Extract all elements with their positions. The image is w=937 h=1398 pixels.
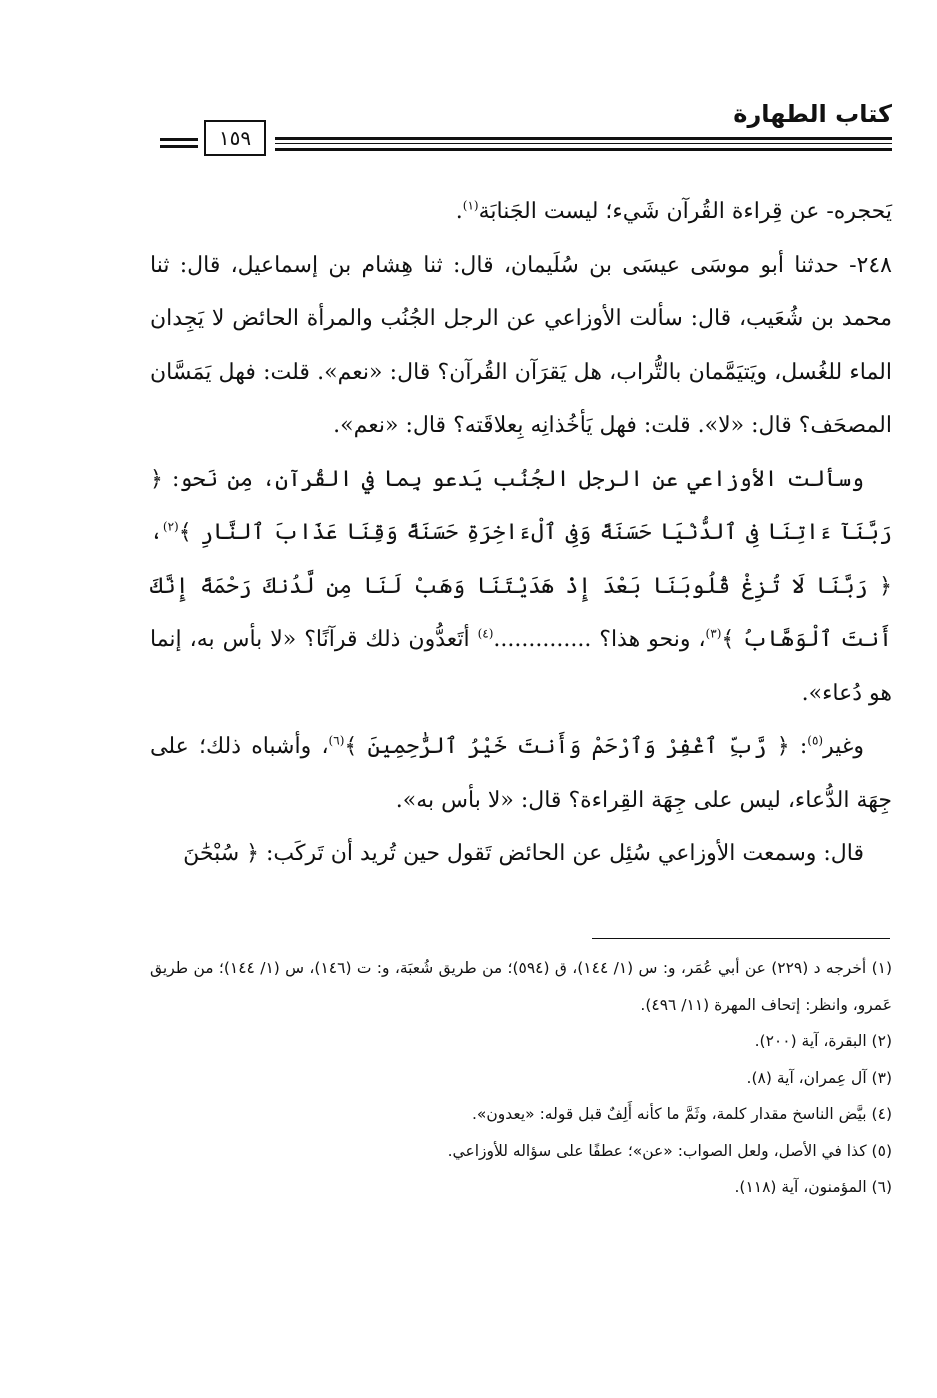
paragraph-text: وسألت الأوزاعي عن الرجل الجُنُب يَدعو بِما في القُرآن، مِن نَحو: <box>162 466 864 492</box>
page-number: ١٥٩ <box>204 120 266 156</box>
header-rule <box>275 137 892 140</box>
footnote-ref: (٢) <box>162 519 179 534</box>
quran-verse: ﴿ رَبَّنَآ ءَاتِنَا فِى ٱلدُّنْيَا حَسَنَةً وَفِى ٱلْءَاخِرَةِ حَسَنَةً وَقِنَا عَذَابَ ٱلنَّارِ ﴾ <box>150 466 892 545</box>
footnote-ref: (٤) <box>477 626 494 641</box>
paragraph-text: يَحجره- عن قِراءة القُرآن شَيء؛ ليست الجَنابَة <box>478 199 892 224</box>
footnote-ref: (٣) <box>705 626 722 641</box>
paragraph-text: وغير <box>823 734 865 759</box>
footnote: (٣) آل عِمران، آية (٨). <box>746 1068 892 1087</box>
paragraph <box>150 720 892 827</box>
paragraph <box>150 827 892 881</box>
footnote: (٦) المؤمنون، آية (١١٨). <box>734 1178 892 1196</box>
footnote: (٤) بيَّض الناسخ مقدار كلمة، وثَمَّ ما كأنه أَلِفٌ قبل قوله: «يعدون». <box>471 1105 892 1123</box>
quran-verse: ﴿ رَبَّنَا لَا تُزِغْ قُلُوبَنَا بَعْدَ إِذْ هَدَيْتَنَا وَهَبْ لَنَا مِن لَّدُنكَ رَحْمَةً إِنَّكَ أَنتَ ٱلْوَهَّابُ ﴾ <box>150 573 892 652</box>
paragraph-text: قال: وسمعت الأوزاعي سُئِل عن الحائض تَقول حين تُريد أن تَركَب: <box>259 841 864 866</box>
separator: ، <box>150 520 163 545</box>
paragraph <box>150 453 892 721</box>
header-rule <box>275 143 892 144</box>
paragraph <box>150 185 892 239</box>
punctuation: : <box>789 734 808 759</box>
quran-verse: ﴿ سُبْحَٰنَ <box>183 841 260 866</box>
footnote-ref: (١) <box>462 198 479 213</box>
footnote-ref: (٦) <box>328 733 345 748</box>
main-text <box>150 185 892 881</box>
punctuation: . <box>455 199 463 224</box>
footnote-separator <box>592 938 890 939</box>
header-rule <box>275 148 892 151</box>
footnote: (٢) البقرة، آية (٢٠٠). <box>754 1032 892 1050</box>
paragraph-text: أتَعدُّون ذلك قرآنًا؟ «لا بأس به، إنما هو دُعاء». <box>150 627 892 706</box>
quran-verse: ﴿ رَّبِّ ٱغْفِرْ وَٱرْحَمْ وَأَنتَ خَيْرُ ٱلرَّٰحِمِينَ ﴾ <box>344 734 790 759</box>
book-title: كتاب الطهارة <box>733 100 892 128</box>
header-rule-short <box>160 138 198 141</box>
footnote: (٥) كذا في الأصل، ولعل الصواب: «عن»؛ عطفًا على سؤاله للأوزاعي. <box>447 1141 892 1160</box>
paragraph-text: ٢٤٨- حدثنا أبو موسَى عيسَى بن سُلَيمان، قال: ثنا هِشام بن إسماعيل، قال: ثنا محمد بن شُعَيب، قال: سألت الأوزاعي عن الرجل الجُنُب والمرأة الحائض لا يَجِدان الماء للغُسل، ويَتيَمَّمان بالتُّراب، هل يَقرَآن القُرآن؟ قال: «نعم». قلت: فهل يَمَسَّان المصحَف؟ قال: «لا». قلت: فهل يَأخُذانِه بِعلاقَته؟ قال: «نعم». <box>150 252 892 438</box>
paragraph-text: ، ونحو هذا؟ .............. <box>493 627 706 652</box>
paragraph-text: ، وأشباه ذلك؛ على جِهَة الدُّعاء، ليس على جِهَة القِراءة؟ قال: «لا بأس به». <box>150 734 892 813</box>
hadith-248 <box>150 239 892 453</box>
footnotes <box>150 950 892 1206</box>
footnote: (١) أخرجه د (٢٢٩) عن أبي عُمَر، و: س (١/ ١٤٤)، ق (٥٩٤)؛ من طريق شُعبَة، و: ت (١٤٦)، س (١/ ١٤٤)؛ من طريق عَمرو، وانظر: إتحاف المهرة (١١/ ٤٩٦). <box>150 959 893 1014</box>
footnote-ref: (٥) <box>807 733 824 748</box>
header-rule-short <box>160 145 198 148</box>
